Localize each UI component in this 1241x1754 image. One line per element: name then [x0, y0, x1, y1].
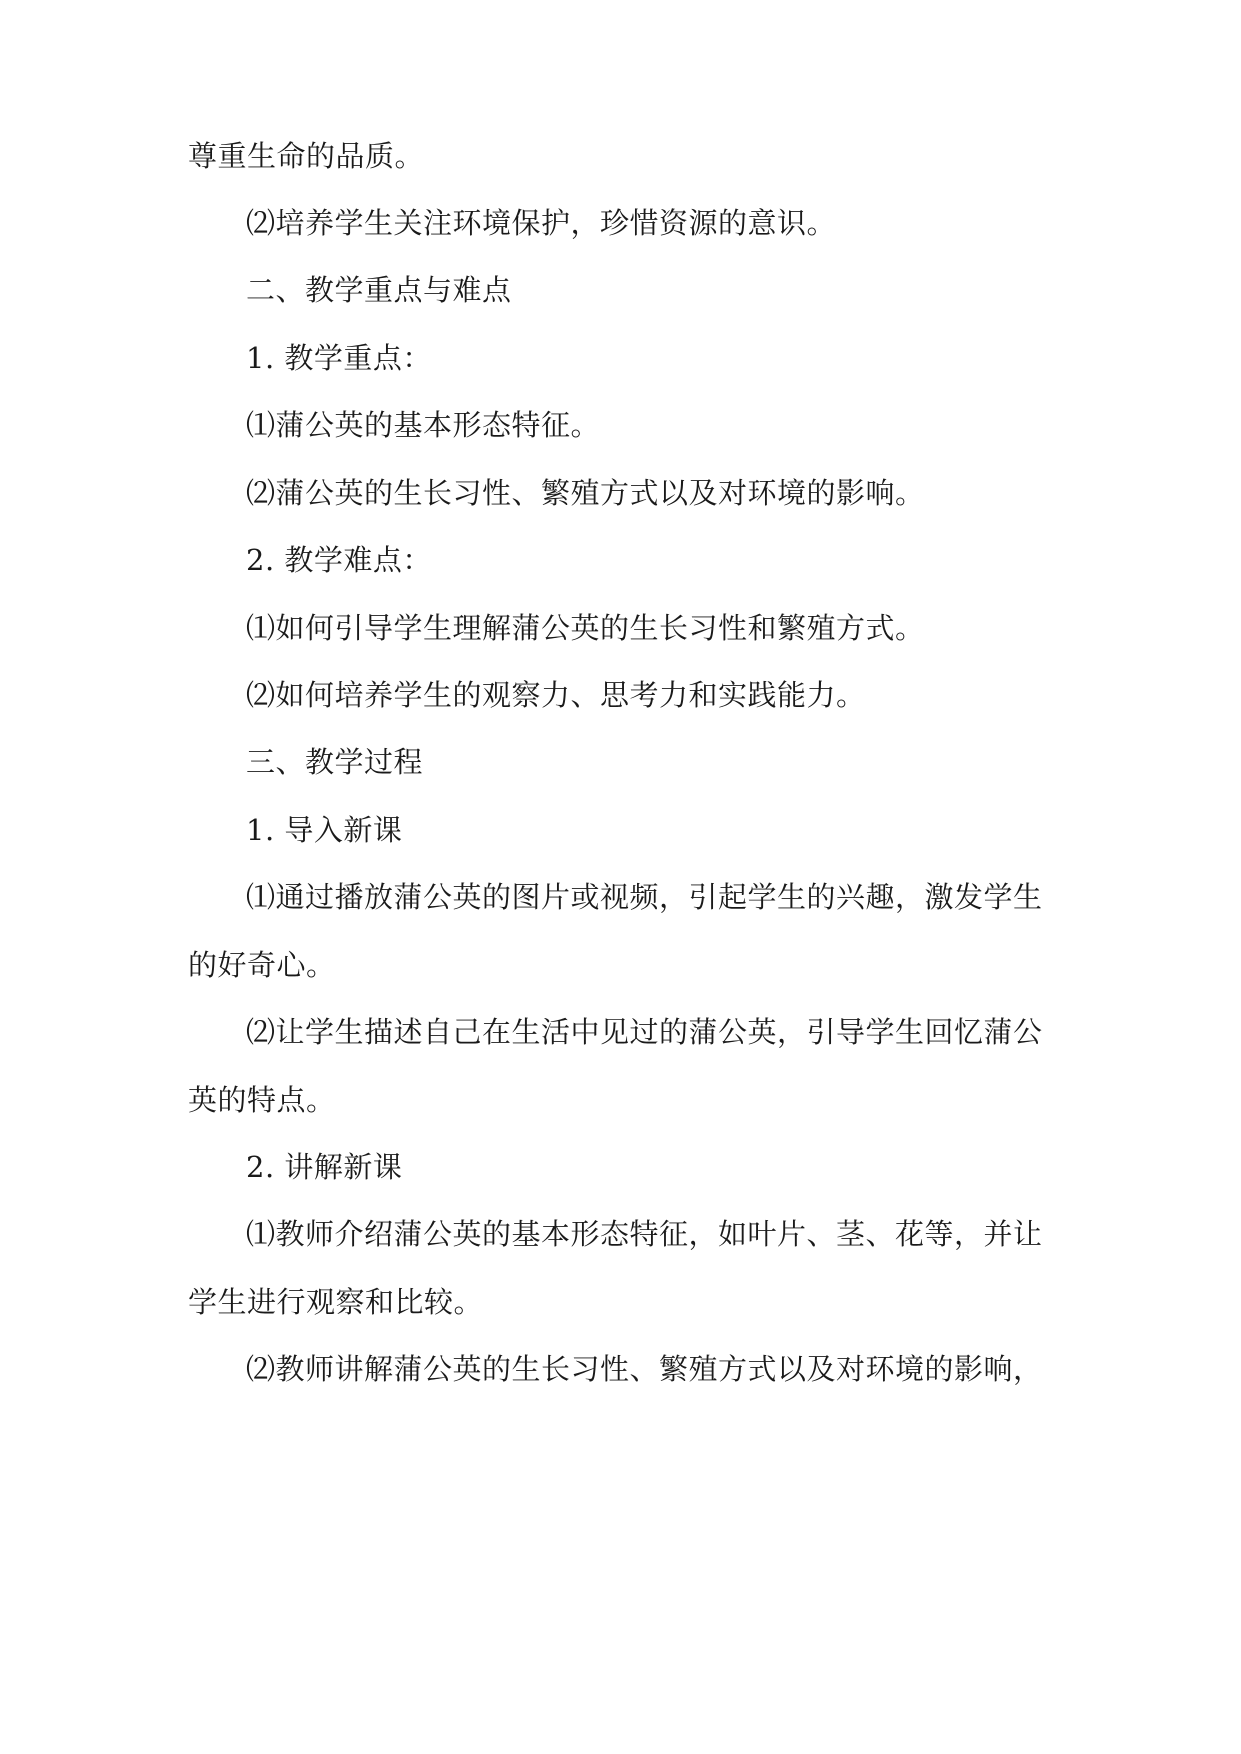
subsection-heading: 2. 讲解新课 — [246, 1150, 403, 1184]
subsection-heading: 1. 教学重点： — [246, 341, 432, 375]
text-line: ⑵蒲公英的生长习性、繁殖方式以及对环境的影响。 — [246, 476, 925, 510]
text-line: ⑵让学生描述自己在生活中见过的蒲公英，引导学生回忆蒲公 — [246, 1015, 1043, 1049]
subsection-heading: 1. 导入新课 — [246, 813, 403, 847]
text-line: ⑴蒲公英的基本形态特征。 — [246, 408, 601, 442]
text-line: 学生进行观察和比较。 — [188, 1285, 484, 1319]
text-line: 尊重生命的品质。 — [188, 139, 425, 173]
text-line: ⑵如何培养学生的观察力、思考力和实践能力。 — [246, 678, 866, 712]
section-heading: 二、教学重点与难点 — [246, 273, 512, 307]
text-line: ⑴如何引导学生理解蒲公英的生长习性和繁殖方式。 — [246, 611, 925, 645]
text-line: ⑴通过播放蒲公英的图片或视频，引起学生的兴趣，激发学生 — [246, 880, 1043, 914]
subsection-heading: 2. 教学难点： — [246, 543, 432, 577]
section-heading: 三、教学过程 — [246, 745, 424, 779]
text-line: ⑵教师讲解蒲公英的生长习性、繁殖方式以及对环境的影响， — [246, 1352, 1043, 1386]
text-line: ⑵培养学生关注环境保护，珍惜资源的意识。 — [246, 206, 837, 240]
text-line: 英的特点。 — [188, 1083, 336, 1117]
text-line: 的好奇心。 — [188, 948, 336, 982]
text-line: ⑴教师介绍蒲公英的基本形态特征，如叶片、茎、花等，并让 — [246, 1217, 1043, 1251]
